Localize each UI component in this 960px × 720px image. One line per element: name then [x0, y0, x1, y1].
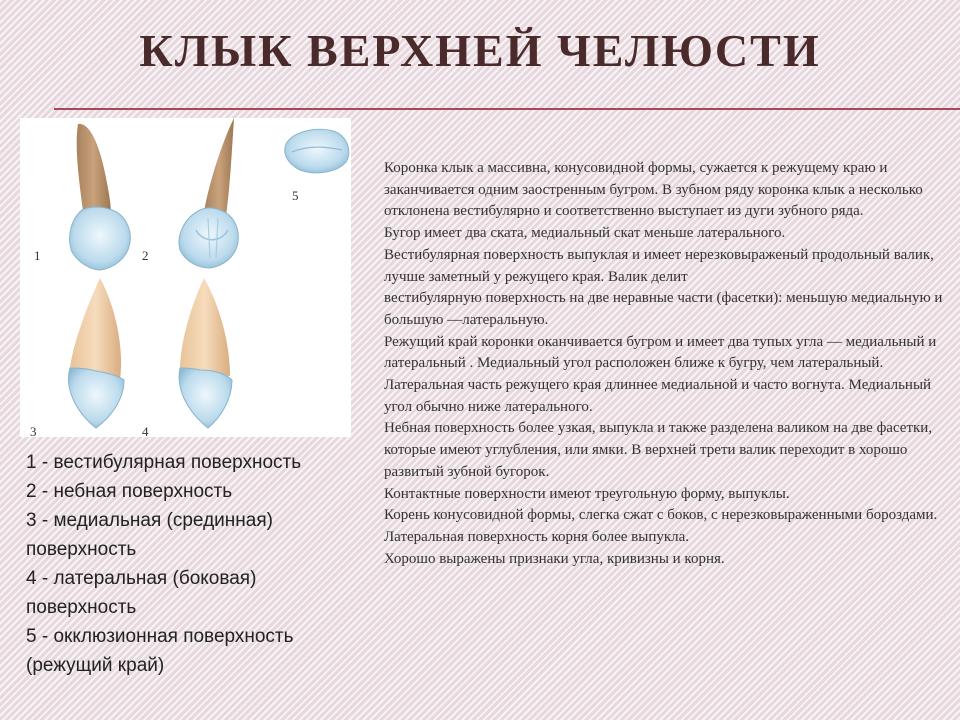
page-title: КЛЫК ВЕРХНЕЙ ЧЕЛЮСТИ — [139, 25, 821, 76]
figure-legend — [26, 448, 366, 680]
tooth-occlusal — [285, 129, 349, 173]
legend-item: 2 - небная поверхность — [26, 481, 233, 502]
legend-item: 3 - медиальная (срединная) поверхность — [26, 510, 273, 560]
tooth-vestibular — [70, 124, 131, 270]
paragraph: Корень конусовидной формы, слегка сжат с боков, с нерезковыраженными бороздами. — [384, 507, 938, 524]
tooth-palatal — [179, 118, 238, 268]
paragraph: Контактные поверхности имеют треугольную форму, выпуклы. — [384, 485, 790, 502]
paragraph: Небная поверхность более узкая, выпукла и также разделена валиком на две фасетки, которые имеют углубления, или ямки. В верхней трети валик переходит в хорошо развитый зубной бугорок. — [384, 420, 933, 480]
paragraph: Хорошо выражены признаки угла, кривизны и корня. — [384, 550, 725, 567]
figure-label-5: 5 — [292, 188, 299, 203]
legend-item: 5 - окклюзионная поверхность (режущий край) — [26, 626, 294, 676]
paragraph: Коронка клык а массивна, конусовидной формы, сужается к режущему краю и заканчивается одним заостренным бугром. В зубном ряду коронка клык а несколько отклонена вестибулярно и соответственно выступает из дуги зубного ряда. — [384, 160, 923, 220]
title-divider — [54, 108, 960, 110]
paragraph: Латеральная поверхность корня более выпукла. — [384, 528, 690, 545]
figure-label-4: 4 — [142, 424, 149, 437]
paragraph: латеральный . Медиальный угол расположен ближе к бугру, чем латеральный. Латеральная часть режущего края длиннее медиальной и часто вогнута. Медиальный — [384, 355, 932, 394]
description-text — [384, 158, 944, 570]
paragraph: Бугор имеет два ската, медиальный скат меньше латерального. — [384, 225, 786, 242]
paragraph: вестибулярную поверхность на две неравные части (фасетки): меньшую медиальную и большую —латеральную. — [384, 290, 943, 328]
paragraph: Вестибулярная поверхность выпуклая и имеет нерезковыраженый продольный валик, лучше заметный у режущего края. Валик делит — [384, 246, 934, 285]
legend-item: 1 - вестибулярная поверхность — [26, 452, 302, 473]
tooth-figure — [20, 118, 351, 437]
canine-illustration — [20, 118, 351, 437]
paragraph: угол обычно ниже латерального. — [384, 398, 593, 415]
legend-item: 4 - латеральная (боковая) поверхность — [26, 568, 257, 618]
paragraph: Режущий край коронки оканчивается бугром и имеет два тупых угла — медиальный и — [384, 333, 937, 350]
tooth-medial — [68, 278, 124, 428]
tooth-lateral — [179, 278, 232, 428]
figure-label-3: 3 — [30, 424, 37, 437]
figure-label-2: 2 — [142, 248, 149, 263]
figure-label-1: 1 — [34, 248, 41, 263]
